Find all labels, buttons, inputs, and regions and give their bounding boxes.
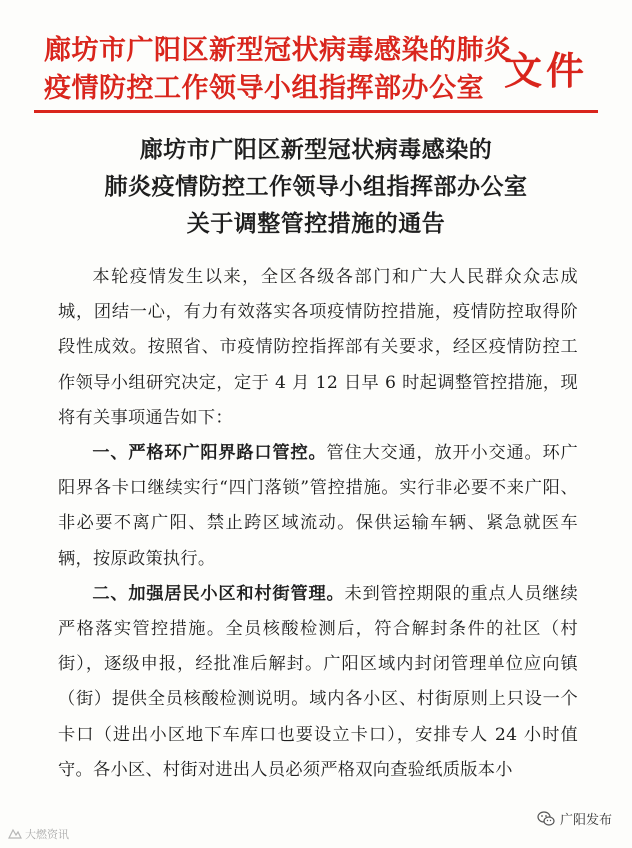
issuer-name-line-2: 疫情防控工作领导小组指挥部办公室 [44, 73, 484, 104]
section-1-paragraph [58, 436, 578, 577]
title-line-3: 关于调整管控措施的通告 [186, 211, 446, 237]
red-divider-line [34, 110, 598, 113]
title-line-1: 廊坊市广阳区新型冠状病毒感染的 [139, 137, 493, 163]
section-1-text: 管住大交通，放开小交通。环广阳界各卡口继续实行“四门落锁”管控措施。实行非必要不来广阳、非必要不离广阳、禁止跨区域流动。保供运输车辆、紧急就医车辆，按原政策执行。 [58, 443, 578, 569]
document-title [0, 132, 632, 243]
watermark-right [537, 809, 612, 828]
watermark-right-text: 广阳发布 [559, 813, 612, 828]
section-2-heading: 二、加强居民小区和村街管理。 [92, 583, 345, 604]
watermark-left-text: 大燃资讯 [25, 828, 69, 841]
wechat-icon [537, 811, 555, 827]
source-logo-icon [8, 828, 22, 840]
section-2-paragraph [58, 577, 578, 788]
document-body [58, 260, 578, 788]
section-2-text: 未到管控期限的重点人员继续严格落实管控措施。全员核酸检测后，符合解封条件的社区（村街），逐级申报，经批准后解封。广阳区域内封闭管理单位应向镇（街）提供全员核酸检测说明。域内各小区、村街原则上只设一个卡口（进出小区地下车库口也要设立卡口），安排专人 24 小时值守。各小区、村街对进出人员必须严格双向查验纸质版本小 [58, 583, 578, 780]
section-1-heading: 一、严格环广阳界路口管控。 [92, 443, 327, 464]
intro-paragraph: 本轮疫情发生以来，全区各级各部门和广大人民群众众志成城，团结一心，有力有效落实各项疫情防控措施，疫情防控取得阶段性成效。按照省、市疫情防控指挥部有关要求，经区疫情防控工作领导小组研究决定，定于 4 月 12 日早 6 时起调整管控措施，现将有关事项通告如下： [58, 267, 578, 428]
title-line-2: 肺炎疫情防控工作领导小组指挥部办公室 [104, 174, 528, 200]
issuer-name-line-1: 廊坊市广阳区新型冠状病毒感染的肺炎 [44, 35, 512, 66]
document-type-label: 文件 [503, 48, 588, 93]
watermark-left [8, 826, 69, 842]
red-letterhead [0, 14, 632, 104]
